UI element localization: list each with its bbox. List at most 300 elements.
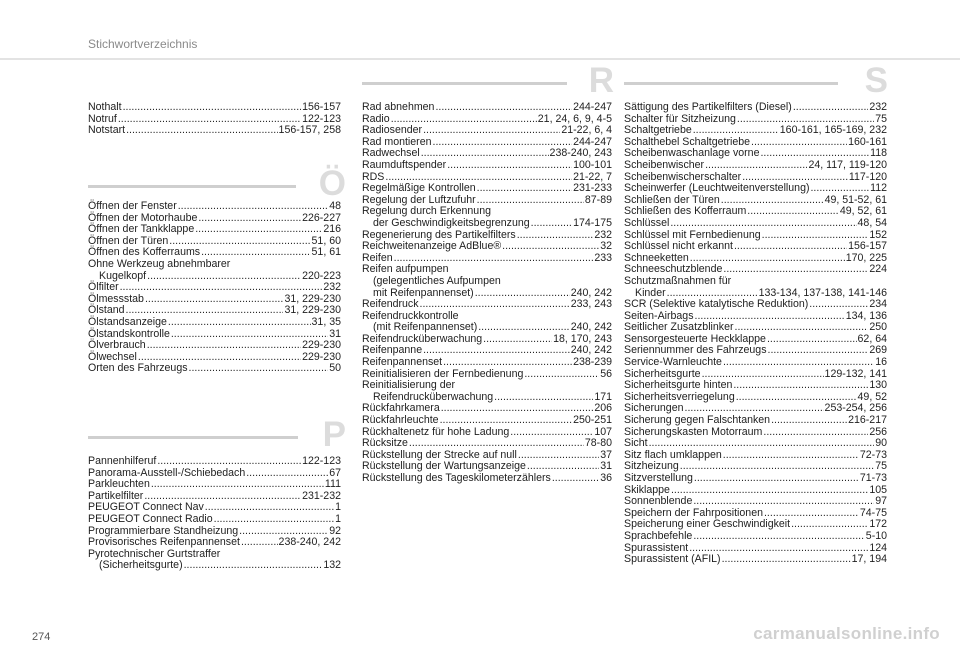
- entry-pages: 21, 24, 6, 9, 4-5: [537, 112, 612, 125]
- index-entry: [88, 537, 341, 549]
- entry-term: Reifenpanne: [362, 344, 423, 357]
- dot-leader: [793, 102, 869, 114]
- entry-pages: 67: [329, 466, 341, 479]
- entry-term: Seriennummer des Fahrzeugs: [624, 344, 767, 357]
- entry-term: SCR (Selektive katalytische Reduktion): [624, 298, 809, 311]
- entry-pages: 100-101: [573, 158, 612, 171]
- entry-pages: 75: [875, 112, 887, 125]
- entry-pages: 129-132, 141: [824, 367, 887, 380]
- entry-pages: 36: [600, 472, 612, 484]
- dot-leader: [768, 345, 869, 357]
- entry-term: Scheibenwischerschalter: [624, 170, 742, 183]
- letter-p: P: [322, 415, 346, 454]
- entry-pages: 238-239: [573, 356, 612, 369]
- entry-term: Ölstandsanzeige: [88, 315, 167, 328]
- entry-term: Reifenpannenset: [362, 356, 443, 369]
- entry-pages: 244-247: [573, 135, 612, 148]
- letter-heading-p: [88, 415, 346, 455]
- entry-term: Regenerierung des Partikelfilters: [362, 228, 516, 241]
- index-entry: [362, 160, 612, 172]
- dot-leader: [733, 380, 868, 392]
- dot-leader: [147, 271, 301, 283]
- index-entry: [624, 241, 887, 253]
- dot-leader: [195, 224, 322, 236]
- entry-pages: 231-233: [573, 182, 612, 195]
- entry-term: Notruf: [88, 112, 117, 125]
- entry-term: Spurassistent (AFIL): [624, 553, 721, 566]
- entry-term: Ölstandskontrolle: [88, 327, 170, 340]
- entry-pages: 244-247: [573, 101, 612, 113]
- entry-pages: 156-157, 258: [278, 124, 341, 137]
- entry-term: Rückfahrleuchte: [362, 414, 439, 427]
- dot-leader: [810, 183, 869, 195]
- entry-pages: 71-73: [859, 472, 887, 484]
- entry-pages: 5-10: [865, 529, 887, 542]
- entry-pages: 37: [600, 448, 612, 461]
- entry-pages: 31, 229-230: [284, 304, 341, 317]
- entry-term: Skiklappe: [624, 483, 670, 496]
- entry-pages: 234: [869, 298, 887, 311]
- entry-pages: 130: [869, 379, 887, 392]
- dot-leader: [241, 537, 278, 549]
- index-entry: [624, 218, 887, 230]
- dot-leader: [680, 461, 874, 473]
- entry-term: Radwechsel: [362, 147, 420, 160]
- entry-term: Orten des Fahrzeugs: [88, 362, 188, 375]
- entry-term: Panorama-Ausstell-/Schiebedach: [88, 466, 246, 479]
- dot-leader: [475, 288, 570, 300]
- index-entry: [362, 218, 612, 230]
- dot-leader: [502, 241, 599, 253]
- entry-pages: 112: [870, 182, 887, 195]
- entry-pages: 74-75: [859, 506, 887, 519]
- dot-leader: [123, 102, 302, 114]
- entry-term: Schaltgetriebe: [624, 124, 692, 137]
- index-entry: [624, 357, 887, 369]
- entry-term: der Geschwindigkeitsbegrenzung: [373, 216, 530, 229]
- entry-term: Reifendrucküberwachung: [362, 332, 483, 345]
- entry-term: Öffnen des Kofferraums: [88, 246, 201, 259]
- entry-pages: 16: [875, 356, 887, 369]
- entry-pages: 250-251: [573, 414, 612, 427]
- entry-term: Sitz flach umklappen: [624, 448, 722, 461]
- entry-term: Sonnenblende: [624, 495, 693, 508]
- header-divider: [0, 58, 960, 60]
- entry-pages: 160-161: [848, 135, 887, 148]
- entry-term: Schalthebel Schaltgetriebe: [624, 135, 751, 148]
- entry-term: Speichern der Fahrpositionen: [624, 506, 763, 519]
- entry-term: PEUGEOT Connect Nav: [88, 501, 204, 514]
- entry-pages: 250: [869, 321, 887, 334]
- entry-pages: 256: [869, 425, 887, 438]
- entry-pages: 226-227: [302, 211, 341, 224]
- entry-term: Speicherung einer Geschwindigkeit: [624, 518, 791, 531]
- dot-leader: [447, 160, 572, 172]
- entry-term: Schalter für Sitzheizung: [624, 112, 736, 125]
- dot-leader: [178, 201, 328, 213]
- entry-term: Öffnen der Tankklappe: [88, 223, 195, 236]
- index-heading: Pyrotechnischer Gurtstraffer: [88, 547, 221, 560]
- dot-leader: [477, 183, 572, 195]
- dot-leader: [145, 294, 284, 306]
- entry-term: Sitzheizung: [624, 460, 679, 473]
- entry-pages: 51, 61: [311, 246, 341, 259]
- entry-pages: 62, 64: [857, 332, 887, 345]
- entry-pages: 238-240, 243: [549, 147, 612, 160]
- index-heading: Ohne Werkzeug abnehmbarer: [88, 257, 231, 270]
- index-entry: [362, 473, 612, 485]
- entry-term: Sicherheitsgurte hinten: [624, 379, 733, 392]
- index-entry: [362, 299, 612, 311]
- dot-leader: [723, 450, 859, 462]
- dot-leader: [477, 195, 584, 207]
- entry-term: Öffnen der Fenster: [88, 200, 177, 212]
- entry-term: Spurassistent: [624, 541, 689, 554]
- dot-leader: [763, 427, 868, 439]
- dot-leader: [214, 514, 334, 526]
- index-entry: [362, 102, 612, 114]
- dot-leader: [747, 206, 839, 218]
- entry-pages: 48: [329, 200, 341, 212]
- entry-term: Service-Warnleuchte: [624, 356, 722, 369]
- index-entry: [88, 560, 341, 572]
- watermark: carmanualsonline.info: [753, 624, 940, 643]
- letter-bar: [88, 436, 298, 439]
- entry-pages: 152: [869, 228, 887, 241]
- index-heading: Reinitialisierung der: [362, 379, 456, 392]
- dot-leader: [693, 531, 864, 543]
- entry-pages: 17, 194: [851, 553, 887, 566]
- index-column-o: [88, 201, 341, 375]
- entry-term: Reifen: [362, 251, 393, 264]
- entry-pages: 105: [869, 483, 887, 496]
- index-entry: [88, 201, 341, 213]
- entry-term: Seitlicher Zusatzblinker: [624, 321, 734, 334]
- letter-bar: [624, 82, 838, 85]
- dot-leader: [435, 102, 572, 114]
- entry-pages: 49, 51-52, 61: [824, 193, 887, 206]
- entry-term: Reichweitenanzeige AdBlue®: [362, 240, 502, 253]
- entry-term: Reinitialisieren der Fernbedienung: [362, 367, 524, 380]
- entry-term: Ölstand: [88, 304, 125, 317]
- entry-pages: 232: [594, 228, 612, 241]
- letter-bar: [362, 82, 567, 85]
- entry-term: Notstart: [88, 124, 126, 137]
- entry-pages: 56: [600, 367, 612, 380]
- entry-term: Rückhaltenetz für hohe Ladung: [362, 425, 510, 438]
- dot-leader: [671, 485, 868, 497]
- index-entry: [362, 415, 612, 427]
- entry-term: Sicht: [624, 437, 648, 450]
- entry-pages: 253-254, 256: [824, 402, 887, 415]
- entry-term: Ölmessstab: [88, 292, 144, 305]
- entry-term: (Sicherheitsgurte): [99, 559, 183, 572]
- entry-pages: 156-157: [302, 101, 341, 113]
- entry-pages: 31, 229-230: [284, 292, 341, 305]
- entry-term: Reifendrucküberwachung: [373, 390, 494, 403]
- entry-term: Nothalt: [88, 101, 122, 113]
- entry-pages: 133-134, 137-138, 141-146: [758, 286, 887, 299]
- entry-term: RDS: [362, 170, 385, 183]
- dot-leader: [670, 218, 856, 230]
- entry-term: Rad montieren: [362, 135, 432, 148]
- letter-heading-r: [362, 61, 614, 101]
- entry-pages: 1: [335, 512, 341, 525]
- index-entry: [624, 102, 887, 114]
- dot-leader: [494, 392, 593, 404]
- dot-leader: [483, 334, 552, 346]
- entry-pages: 24, 117, 119-120: [808, 158, 887, 171]
- dot-leader: [767, 334, 857, 346]
- entry-pages: 171: [594, 390, 612, 403]
- entry-pages: 49, 52: [857, 390, 887, 403]
- entry-pages: 156-157: [848, 240, 887, 253]
- index-heading: Schutzmaßnahmen für: [624, 274, 732, 287]
- entry-term: Scheibenwischer: [624, 158, 705, 171]
- index-entry: [88, 363, 341, 375]
- entry-pages: 232: [869, 101, 887, 113]
- entry-pages: 48, 54: [857, 216, 887, 229]
- entry-term: Rückfahrkamera: [362, 402, 440, 415]
- entry-term: Scheibenwaschanlage vorne: [624, 147, 760, 160]
- entry-term: Rückstellung der Strecke auf null: [362, 448, 517, 461]
- entry-term: Rad abnehmen: [362, 101, 435, 113]
- entry-term: Kinder: [635, 286, 666, 299]
- dot-leader: [147, 340, 301, 352]
- entry-term: Rücksitze: [362, 437, 408, 450]
- entry-pages: 49, 52, 61: [839, 205, 887, 218]
- index-entry: [624, 531, 887, 543]
- entry-pages: 111: [324, 478, 341, 491]
- dot-leader: [157, 456, 301, 468]
- entry-pages: 50: [329, 362, 341, 375]
- entry-pages: 232: [323, 281, 341, 294]
- index-entry: [624, 299, 887, 311]
- dot-leader: [771, 415, 847, 427]
- index-heading: (gelegentliches Aufpumpen: [373, 274, 501, 287]
- dot-leader: [184, 560, 323, 572]
- entry-term: Öffnen der Motorhaube: [88, 211, 198, 224]
- entry-pages: 97: [875, 495, 887, 508]
- entry-pages: 229-230: [302, 339, 341, 352]
- entry-pages: 238-240, 242: [278, 536, 341, 549]
- entry-term: Sicherheitsverriegelung: [624, 390, 735, 403]
- entry-term: Partikelfilter: [88, 489, 144, 502]
- letter-heading-s: [624, 61, 888, 101]
- dot-leader: [705, 160, 807, 172]
- entry-pages: 122-123: [302, 112, 341, 125]
- entry-pages: 172: [869, 518, 887, 531]
- dot-leader: [524, 369, 599, 381]
- index-entry: [624, 473, 887, 485]
- entry-pages: 72-73: [859, 448, 887, 461]
- entry-pages: 220-223: [302, 269, 341, 282]
- dot-leader: [723, 264, 868, 276]
- entry-term: mit Reifenpannenset): [373, 286, 474, 299]
- dot-leader: [423, 125, 560, 137]
- entry-pages: 122-123: [302, 455, 341, 467]
- entry-pages: 240, 242: [570, 344, 612, 357]
- entry-term: Programmierbare Standheizung: [88, 524, 239, 537]
- dot-leader: [440, 415, 573, 427]
- entry-pages: 124: [869, 541, 887, 554]
- entry-pages: 118: [870, 147, 887, 160]
- dot-leader: [723, 357, 874, 369]
- entry-pages: 134, 136: [845, 309, 887, 322]
- letter-r: R: [588, 61, 614, 100]
- entry-pages: 240, 242: [570, 321, 612, 334]
- dot-leader: [420, 299, 570, 311]
- dot-leader: [423, 345, 570, 357]
- index-column-s: [624, 102, 887, 566]
- entry-term: Schlüssel nicht erkannt: [624, 240, 733, 253]
- entry-pages: 229-230: [302, 350, 341, 363]
- dot-leader: [552, 473, 599, 485]
- dot-leader: [734, 241, 847, 253]
- index-entry: [88, 456, 341, 468]
- entry-term: Regelung der Luftzufuhr: [362, 193, 476, 206]
- entry-pages: 90: [875, 437, 887, 450]
- entry-term: Sicherungskasten Motorraum: [624, 425, 763, 438]
- entry-term: Regelmäßige Kontrollen: [362, 182, 476, 195]
- entry-term: Ölverbrauch: [88, 339, 146, 352]
- entry-pages: 132: [323, 559, 341, 572]
- entry-pages: 206: [594, 402, 612, 415]
- index-column-n: [88, 102, 341, 137]
- index-entry: [362, 241, 612, 253]
- entry-term: Ölwechsel: [88, 350, 137, 363]
- index-entry: [88, 125, 341, 137]
- entry-pages: 18, 170, 243: [553, 332, 612, 345]
- entry-term: Schlüssel: [624, 216, 670, 229]
- entry-term: Scheinwerfer (Leuchtweitenverstellung): [624, 182, 810, 195]
- entry-term: PEUGEOT Connect Radio: [88, 512, 213, 525]
- entry-pages: 216-217: [848, 414, 887, 427]
- entry-pages: 231-232: [302, 489, 341, 502]
- letter-o: Ö: [318, 164, 346, 203]
- letter-s: S: [864, 61, 888, 100]
- entry-pages: 269: [869, 344, 887, 357]
- entry-term: Sensorgesteuerte Heckklappe: [624, 332, 766, 345]
- entry-term: Schließen der Türen: [624, 193, 720, 206]
- entry-pages: 21-22, 6, 4: [561, 124, 612, 137]
- entry-term: Sicherungen: [624, 402, 684, 415]
- entry-term: Reifendruck: [362, 298, 419, 311]
- entry-pages: 78-80: [584, 437, 612, 450]
- entry-term: Schneeketten: [624, 251, 689, 264]
- entry-pages: 107: [594, 425, 612, 438]
- entry-term: Schließen des Kofferraum: [624, 205, 747, 218]
- entry-pages: 216: [323, 223, 341, 236]
- letter-bar: [88, 185, 296, 188]
- entry-pages: 117-120: [848, 170, 887, 183]
- entry-term: Kugelkopf: [99, 269, 147, 282]
- index-entry: [624, 415, 887, 427]
- dot-leader: [126, 125, 277, 137]
- dot-leader: [118, 114, 301, 126]
- entry-pages: 160-161, 165-169, 232: [779, 124, 887, 137]
- dot-leader: [791, 519, 868, 531]
- entry-term: Schlüssel mit Fernbedienung: [624, 228, 761, 241]
- index-entry: [88, 271, 341, 283]
- index-column-r: [362, 102, 612, 485]
- entry-term: Parkleuchten: [88, 478, 150, 491]
- entry-term: Pannenhilferuf: [88, 455, 157, 467]
- index-entry: [624, 554, 887, 566]
- entry-term: Provisorisches Reifenpannenset: [88, 536, 240, 549]
- index-entry: [88, 102, 341, 114]
- dot-leader: [189, 363, 329, 375]
- entry-pages: 170, 225: [845, 251, 887, 264]
- index-entry: [362, 357, 612, 369]
- dot-leader: [809, 299, 868, 311]
- index-entry: [362, 183, 612, 195]
- entry-pages: 51, 60: [311, 234, 341, 247]
- page-number: 274: [32, 631, 51, 643]
- index-entry: [88, 340, 341, 352]
- dot-leader: [120, 282, 323, 294]
- index-entry: [88, 317, 341, 329]
- index-entry: [624, 183, 887, 195]
- dot-leader: [751, 137, 847, 149]
- entry-term: Schneeschutzblende: [624, 263, 723, 276]
- entry-pages: 233: [594, 251, 612, 264]
- dot-leader: [510, 427, 593, 439]
- dot-leader: [205, 502, 334, 514]
- index-heading: Reifendruckkontrolle: [362, 309, 459, 322]
- index-heading: Regelung durch Erkennung: [362, 205, 491, 218]
- entry-term: Rückstellung der Wartungsanzeige: [362, 460, 526, 473]
- entry-term: Sicherung gegen Falschtanken: [624, 414, 771, 427]
- dot-leader: [531, 218, 572, 230]
- dot-leader: [517, 230, 594, 242]
- section-title: Stichwortverzeichnis: [88, 37, 198, 51]
- entry-pages: 31: [329, 327, 341, 340]
- entry-pages: 31, 35: [311, 315, 341, 328]
- dot-leader: [198, 213, 301, 225]
- entry-pages: 1: [335, 501, 341, 514]
- letter-heading-o: [88, 164, 346, 204]
- index-heading: Reifen aufpumpen: [362, 263, 449, 276]
- entry-term: Sprachbefehle: [624, 529, 693, 542]
- entry-term: Sättigung des Partikelfilters (Diesel): [624, 101, 792, 113]
- entry-term: (mit Reifenpannenset): [373, 321, 478, 334]
- entry-pages: 75: [875, 460, 887, 473]
- entry-pages: 32: [600, 240, 612, 253]
- index-entry: [88, 282, 341, 294]
- dot-leader: [518, 450, 599, 462]
- entry-term: Öffnen der Türen: [88, 234, 169, 247]
- dot-leader: [694, 473, 859, 485]
- entry-pages: 233, 243: [570, 298, 612, 311]
- dot-leader: [151, 479, 324, 491]
- index-entry: [624, 160, 887, 172]
- dot-leader: [443, 357, 572, 369]
- dot-leader: [722, 554, 851, 566]
- entry-pages: 174-175: [573, 216, 612, 229]
- entry-term: Ölfilter: [88, 281, 119, 294]
- index-entry: [624, 427, 887, 439]
- entry-term: Radio: [362, 112, 390, 125]
- entry-pages: 240, 242: [570, 286, 612, 299]
- dot-leader: [246, 468, 328, 480]
- entry-term: Raumduftspender: [362, 158, 447, 171]
- dot-leader: [168, 317, 311, 329]
- entry-pages: 224: [869, 263, 887, 276]
- entry-pages: 87-89: [584, 193, 612, 206]
- entry-term: Sitzverstellung: [624, 472, 693, 484]
- entry-pages: 92: [329, 524, 341, 537]
